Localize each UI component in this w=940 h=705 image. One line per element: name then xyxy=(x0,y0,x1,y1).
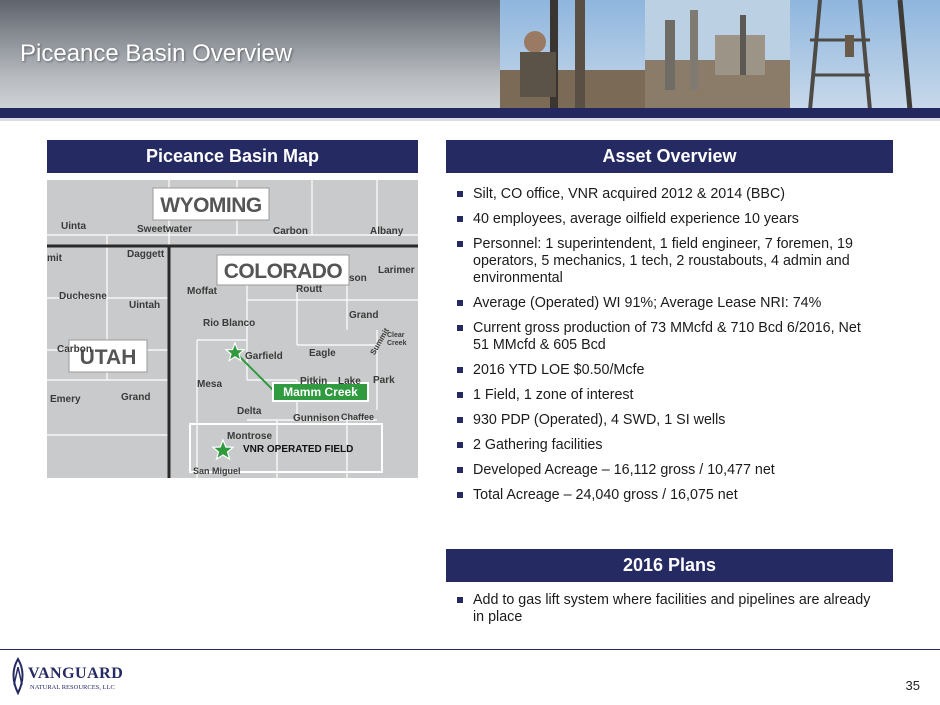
county-label: Emery xyxy=(50,394,81,405)
list-item: 40 employees, average oilfield experience 10 years xyxy=(455,211,875,228)
county-label: Summit xyxy=(368,326,391,357)
page-number: 35 xyxy=(905,678,920,693)
label-wyoming: WYOMING xyxy=(160,194,262,217)
asset-overview-list xyxy=(455,186,875,512)
county-label: Mesa xyxy=(197,379,223,390)
list-item: 2016 YTD LOE $0.50/Mcfe xyxy=(455,362,875,379)
county-label: Daggett xyxy=(127,249,165,260)
list-item: 2 Gathering facilities xyxy=(455,437,875,454)
county-label: Eagle xyxy=(309,348,336,359)
county-label: Sweetwater xyxy=(137,224,193,235)
county-label: Carbon xyxy=(57,344,92,355)
list-item: Average (Operated) WI 91%; Average Lease NRI: 74% xyxy=(455,295,875,312)
county-label: Moffat xyxy=(187,286,217,297)
worker-photo xyxy=(500,0,645,110)
county-label: Uintah xyxy=(129,300,161,311)
county-label: son xyxy=(349,273,367,284)
rig-photo xyxy=(790,0,940,110)
page-title: Piceance Basin Overview xyxy=(20,40,293,67)
county-label: Park xyxy=(373,375,395,386)
county-label: Routt xyxy=(296,284,323,295)
asset-overview-heading: Asset Overview xyxy=(446,140,893,173)
list-item: Total Acreage – 24,040 gross / 16,075 net xyxy=(455,487,875,504)
label-utah: UTAH xyxy=(79,346,137,369)
vnr-operated-field-label: VNR OPERATED FIELD xyxy=(243,444,354,455)
mamm-creek-callout: Mamm Creek xyxy=(283,385,358,399)
county-label: Garfield xyxy=(245,351,283,362)
banner-photo-strip xyxy=(440,0,940,110)
list-item: Silt, CO office, VNR acquired 2012 & 2014 (BBC) xyxy=(455,186,875,203)
county-label: Gunnison xyxy=(293,413,340,424)
header-banner xyxy=(0,0,940,110)
county-label: Carbon xyxy=(273,226,308,237)
county-label: San Miguel xyxy=(193,466,241,476)
county-label: Rio Blanco xyxy=(203,318,256,329)
county-label: Duchesne xyxy=(59,291,107,302)
label-colorado: COLORADO xyxy=(223,260,343,283)
list-item: Developed Acreage – 16,112 gross / 10,477 net xyxy=(455,462,875,479)
plant-photo xyxy=(645,0,790,110)
vanguard-logo xyxy=(8,655,124,697)
county-label: Pitkin xyxy=(300,376,328,387)
county-label: Montrose xyxy=(227,431,272,442)
county-label: Albany xyxy=(370,226,404,237)
county-label: Delta xyxy=(237,406,262,417)
county-label: mit xyxy=(47,253,62,264)
logo-wordmark: VANGUARD xyxy=(28,665,124,682)
map-heading: Piceance Basin Map xyxy=(47,140,418,173)
county-label: Lake xyxy=(338,376,361,387)
list-item: Add to gas lift system where facilities and pipelines are already in place xyxy=(455,592,875,626)
county-label: Grand xyxy=(121,392,151,403)
footer-rule xyxy=(0,649,940,650)
list-item: 930 PDP (Operated), 4 SWD, 1 SI wells xyxy=(455,412,875,429)
county-label: Grand xyxy=(349,310,379,321)
plans-heading: 2016 Plans xyxy=(446,549,893,582)
list-item: Current gross production of 73 MMcfd & 710 Bcd 6/2016, Net 51 MMcfd & 605 Bcd xyxy=(455,320,875,354)
piceance-basin-map xyxy=(47,180,418,478)
logo-subtext: NATURAL RESOURCES, LLC xyxy=(30,684,115,691)
county-label: Uinta xyxy=(61,221,86,232)
county-label: Clear Creek xyxy=(387,332,407,347)
county-label: Larimer xyxy=(378,265,415,276)
list-item: Personnel: 1 superintendent, 1 field engineer, 7 foremen, 19 operators, 5 mechanics, 1 tech, 2 roustabouts, 4 admin and environmental xyxy=(455,236,875,287)
header-rule xyxy=(0,108,940,118)
header-rule-light xyxy=(0,118,940,121)
list-item: 1 Field, 1 zone of interest xyxy=(455,387,875,404)
county-label: Chaffee xyxy=(341,412,375,422)
plans-list xyxy=(455,592,875,634)
